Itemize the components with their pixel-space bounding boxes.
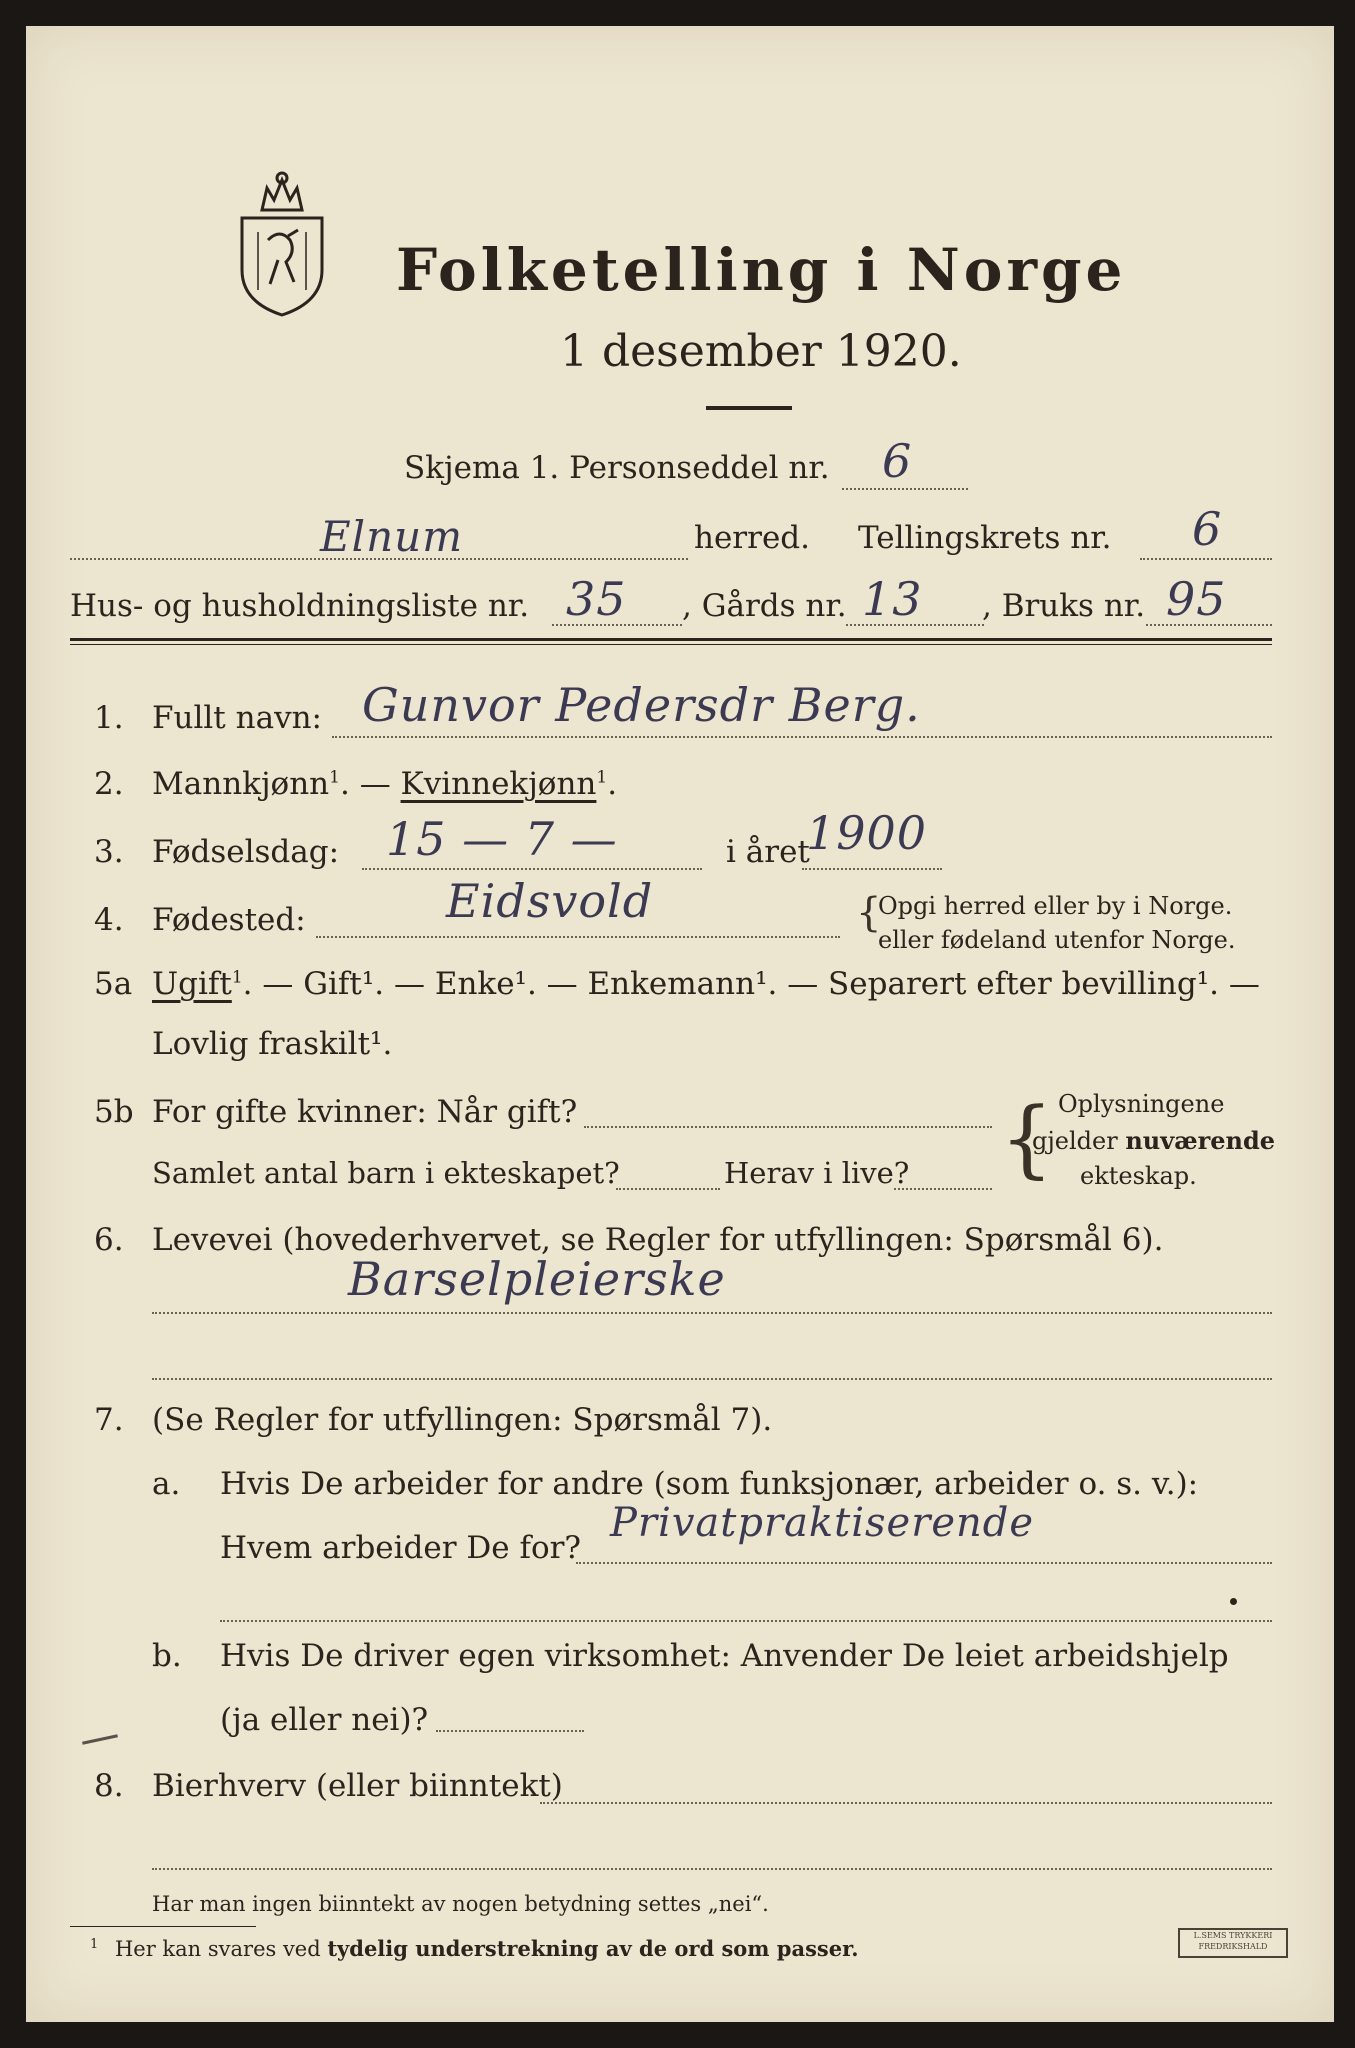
q3-number: 3. <box>94 834 124 870</box>
q8-number: 8. <box>94 1768 124 1804</box>
hus-label: Hus- og husholdningsliste nr. <box>70 588 530 624</box>
header-divider <box>70 638 1272 641</box>
q1-label: Fullt navn: <box>152 700 322 736</box>
q1-line <box>332 736 1272 738</box>
q5b-children: Samlet antal barn i ekteskapet? <box>152 1156 620 1190</box>
q4-note-2: eller fødeland utenfor Norge. <box>878 926 1236 954</box>
q7a-letter: a. <box>152 1466 181 1502</box>
q3-label: Fødselsdag: <box>152 834 340 870</box>
q5b-brace: { <box>1000 1089 1054 1187</box>
q5b-alive: Herav i live? <box>724 1156 910 1190</box>
q3-birth-year: 1900 <box>806 806 928 860</box>
personseddel-nr: 6 <box>882 434 913 488</box>
q4-note-1: Opgi herred eller by i Norge. <box>878 892 1233 920</box>
herred-label: herred. <box>694 520 810 556</box>
ink-dot <box>1230 1598 1237 1605</box>
q7b-label-1: Hvis De driver egen virksomhet: Anvender De leiet arbeidshjelp <box>220 1638 1229 1674</box>
census-form-page <box>26 26 1334 2022</box>
personseddel-line <box>842 488 968 490</box>
footnote: $^1$ Her kan svares ved tydelig understrekning av de ord som passer. <box>90 1936 859 1961</box>
q3-year-line <box>802 868 942 870</box>
q3-line <box>362 868 702 870</box>
census-date: 1 desember 1920. <box>560 326 962 377</box>
tellingskrets-line <box>1140 558 1272 560</box>
q3-year-label: i året <box>726 834 810 870</box>
page-title: Folketelling i Norge <box>396 236 1127 304</box>
q2-sex: Mannkjønn$^1$. — Kvinnekjønn$^1$. <box>152 766 618 802</box>
q7a-label-1: Hvis De arbeider for andre (som funksjonær, arbeider o. s. v.): <box>220 1466 1199 1502</box>
footnote-divider <box>70 1926 256 1927</box>
q7b-label-2: (ja eller nei)? <box>220 1702 429 1738</box>
bruks-nr: 95 <box>1166 572 1227 626</box>
q4-line <box>316 936 840 938</box>
q6-line-2 <box>152 1378 1272 1380</box>
header-divider-thin <box>70 644 1272 645</box>
q4-label: Fødested: <box>152 902 306 938</box>
q7a-line-2 <box>220 1620 1272 1622</box>
herred-value: Elnum <box>320 512 464 561</box>
q3-birthday: 15 — 7 — <box>386 812 618 866</box>
tellingskrets-nr: 6 <box>1192 502 1223 556</box>
coat-of-arms-icon <box>232 170 332 320</box>
q6-line-1 <box>152 1312 1272 1314</box>
skjema-label: Skjema 1. Personseddel nr. <box>404 450 830 486</box>
q1-full-name: Gunvor Pedersdr Berg. <box>362 678 921 732</box>
q5a-marital-status: Ugift$^1$. — Gift¹. — Enke¹. — Enkemann¹. — Separert efter bevilling¹. — <box>152 966 1260 1002</box>
q7a-employer: Privatpraktiserende <box>610 1500 1035 1546</box>
no-income-note: Har man ingen biinntekt av nogen betydning settes „nei“. <box>152 1892 769 1916</box>
printer-stamp: L.SEMS TRYKKERI FREDRIKSHALD <box>1178 1928 1288 1958</box>
q2-male: Mannkjønn <box>152 766 330 802</box>
q8-label: Bierhverv (eller biinntekt) <box>152 1768 563 1804</box>
q5b-note-3: ekteskap. <box>1080 1162 1197 1190</box>
q5b-line-3 <box>894 1188 992 1190</box>
pencil-mark <box>82 1734 118 1744</box>
q5b-note-2: gjelder nuværende <box>1032 1126 1276 1155</box>
q5a-ugift: Ugift <box>152 966 232 1002</box>
q5b-line-1 <box>584 1126 992 1128</box>
title-divider <box>706 406 792 410</box>
q5b-line-2 <box>616 1188 720 1190</box>
tellingskrets-label: Tellingskrets nr. <box>858 520 1112 556</box>
q4-brace: { <box>856 890 882 936</box>
q8-line-2 <box>152 1868 1272 1870</box>
q7-label: (Se Regler for utfyllingen: Spørsmål 7). <box>152 1402 773 1438</box>
q6-number: 6. <box>94 1222 124 1258</box>
gards-nr: 13 <box>862 572 923 626</box>
q6-label: Levevei (hovederhvervet, se Regler for utfyllingen: Spørsmål 6). <box>152 1222 1164 1258</box>
q7-number: 7. <box>94 1402 124 1438</box>
q2-female: Kvinnekjønn <box>400 766 597 802</box>
q2-number: 2. <box>94 766 124 802</box>
hus-nr: 35 <box>566 572 627 626</box>
q5b-note-1: Oplysningene <box>1058 1090 1225 1118</box>
q7a-line-1 <box>576 1562 1272 1564</box>
q7b-line <box>436 1730 584 1732</box>
q5a-line-2: Lovlig fraskilt¹. <box>152 1026 393 1062</box>
q7b-letter: b. <box>152 1638 182 1674</box>
bruks-label: , Bruks nr. <box>982 588 1146 624</box>
q7a-label-2: Hvem arbeider De for? <box>220 1530 582 1566</box>
q8-line-1 <box>540 1802 1272 1804</box>
q5b-when-married: For gifte kvinner: Når gift? <box>152 1094 578 1130</box>
gards-label: , Gårds nr. <box>682 588 847 624</box>
q1-number: 1. <box>94 700 124 736</box>
q4-number: 4. <box>94 902 124 938</box>
q5b-number: 5b <box>94 1094 134 1130</box>
q5a-number: 5a <box>94 966 133 1002</box>
q4-birthplace: Eidsvold <box>446 874 654 928</box>
q6-occupation: Barselpleierske <box>348 1252 726 1306</box>
